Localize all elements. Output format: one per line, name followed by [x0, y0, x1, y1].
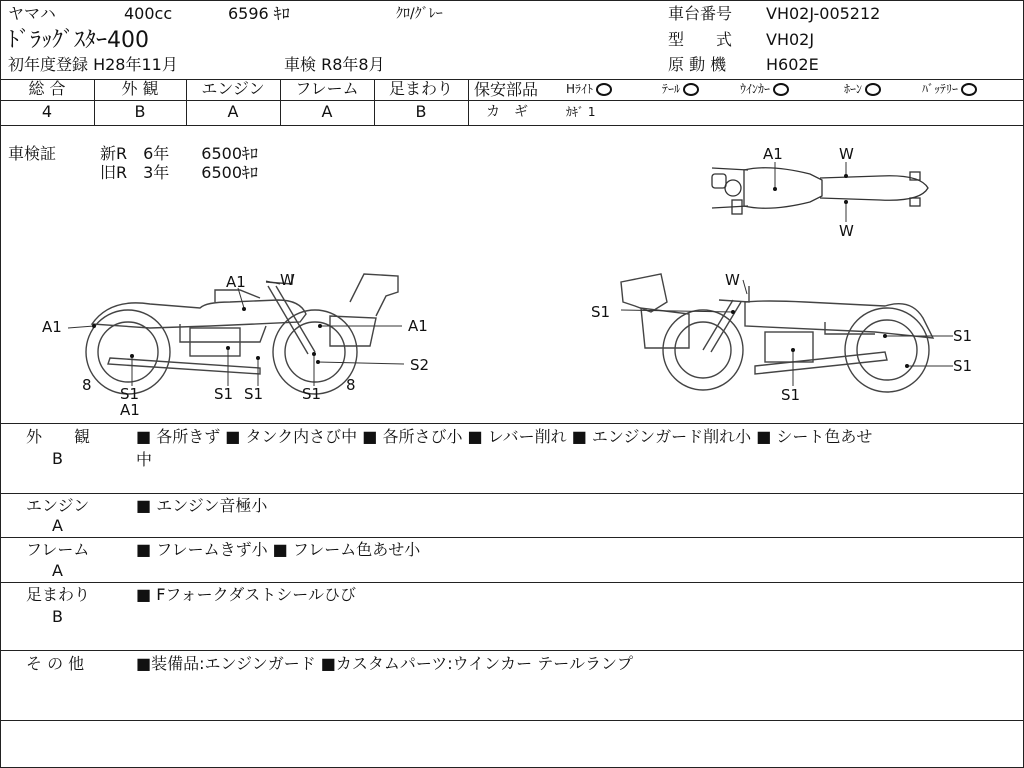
divider	[468, 100, 1024, 101]
mark-label: S1	[781, 386, 801, 404]
mark-label: S1	[214, 385, 234, 403]
score-header-suspension: 足まわり	[388, 79, 453, 98]
mark-label: A1	[226, 273, 246, 291]
safety-item-winker: ｳｲﾝｶｰ	[740, 83, 789, 96]
remark-label-other: そ の 他	[26, 654, 85, 673]
divider	[0, 125, 1024, 126]
inspection-date: 車検 R8年8月	[284, 55, 385, 74]
mark-label: W	[839, 145, 854, 163]
remark-text-suspension: ■ Fフォークダストシールひび	[136, 585, 356, 604]
score-frame: A	[321, 102, 333, 121]
remark-grade-suspension: B	[52, 607, 63, 626]
mark-label: W	[839, 222, 854, 240]
mark-label: W	[725, 271, 740, 289]
safety-item-battery: ﾊﾞｯﾃﾘｰ	[922, 83, 977, 96]
engine-label: 原 動 機	[668, 55, 727, 74]
key-label: カ ギ	[486, 104, 528, 120]
score-exterior: B	[134, 102, 146, 121]
shaken-label: 車検証	[8, 144, 57, 163]
mark-label: S1	[120, 385, 140, 403]
remark-grade-exterior: B	[52, 449, 63, 468]
mileage: 6596 ｷﾛ	[228, 4, 290, 23]
ok-circle-icon	[961, 83, 977, 96]
mark-label: S1	[302, 385, 322, 403]
remark-text-exterior-cont: 中	[136, 450, 153, 469]
ok-circle-icon	[683, 83, 699, 96]
mark-label: A1	[42, 318, 62, 336]
remark-text-other: ■装備品:エンジンガード ■カスタムパーツ:ウインカー テールランプ	[136, 654, 633, 673]
score-header-exterior: 外 観	[121, 79, 159, 98]
ok-circle-icon	[596, 83, 612, 96]
mark-label: S2	[410, 356, 430, 374]
divider	[0, 720, 1024, 721]
score-suspension: B	[415, 102, 427, 121]
score-engine: A	[227, 102, 239, 121]
remark-label-suspension: 足まわり	[26, 585, 91, 604]
divider	[0, 582, 1024, 583]
mark-label: A1	[120, 401, 140, 419]
color: ｸﾛ/ｸﾞﾚｰ	[396, 6, 443, 22]
type-label: 型 式	[668, 30, 733, 49]
model-name: ﾄﾞﾗｯｸﾞｽﾀｰ400	[8, 28, 149, 53]
remark-text-engine: ■ エンジン音極小	[136, 496, 268, 515]
remark-text-frame: ■ フレームきず小 ■ フレーム色あせ小	[136, 540, 421, 559]
mark-label: S1	[591, 303, 611, 321]
remark-label-frame: フレーム	[26, 540, 90, 559]
remark-label-engine: エンジン	[26, 496, 90, 515]
remark-text-exterior: ■ 各所きず ■ タンク内さび中 ■ 各所さび小 ■ レバー削れ ■ エンジンガード削れ小 ■ シート色あせ	[136, 427, 873, 446]
safety-item-headlight: Hﾗｲﾄ	[566, 83, 612, 96]
frame-no-label: 車台番号	[668, 4, 733, 23]
score-header-total: 総 合	[28, 79, 66, 98]
key-value: ｶｷﾞ 1	[566, 105, 596, 119]
divider	[468, 79, 469, 125]
mark-label: 8	[346, 376, 356, 394]
maker: ヤマハ	[8, 4, 56, 23]
score-total: 4	[41, 102, 53, 121]
mark-label: 8	[82, 376, 92, 394]
safety-item-horn: ﾎｰﾝ	[844, 83, 881, 96]
first-registration: 初年度登録 H28年11月	[8, 55, 178, 74]
mark-label: W	[280, 271, 295, 289]
score-header-frame: フレーム	[295, 79, 359, 98]
right-side-diagram	[585, 262, 985, 407]
remark-grade-frame: A	[52, 561, 63, 580]
divider	[0, 537, 1024, 538]
left-side-diagram	[30, 262, 450, 422]
frame-no: VH02J-005212	[766, 4, 881, 23]
divider	[0, 493, 1024, 494]
safety-label: 保安部品	[474, 80, 539, 99]
safety-item-tail: ﾃｰﾙ	[662, 83, 699, 96]
shaken-old: 旧R 3年 6500ｷﾛ	[100, 163, 259, 182]
mark-label: S1	[244, 385, 264, 403]
divider	[0, 100, 468, 101]
score-header-engine: エンジン	[201, 79, 265, 98]
displacement: 400cc	[124, 4, 173, 23]
engine-value: H602E	[766, 55, 819, 74]
remark-grade-engine: A	[52, 516, 63, 535]
ok-circle-icon	[773, 83, 789, 96]
remark-label-exterior: 外 観	[26, 427, 91, 446]
mark-label: A1	[763, 145, 783, 163]
top-view-diagram	[700, 140, 950, 240]
shaken-new: 新R 6年 6500ｷﾛ	[100, 144, 259, 163]
divider	[0, 423, 1024, 424]
type-value: VH02J	[766, 30, 815, 49]
mark-label: S1	[953, 357, 973, 375]
mark-label: A1	[408, 317, 428, 335]
mark-label: S1	[953, 327, 973, 345]
divider	[0, 650, 1024, 651]
ok-circle-icon	[865, 83, 881, 96]
